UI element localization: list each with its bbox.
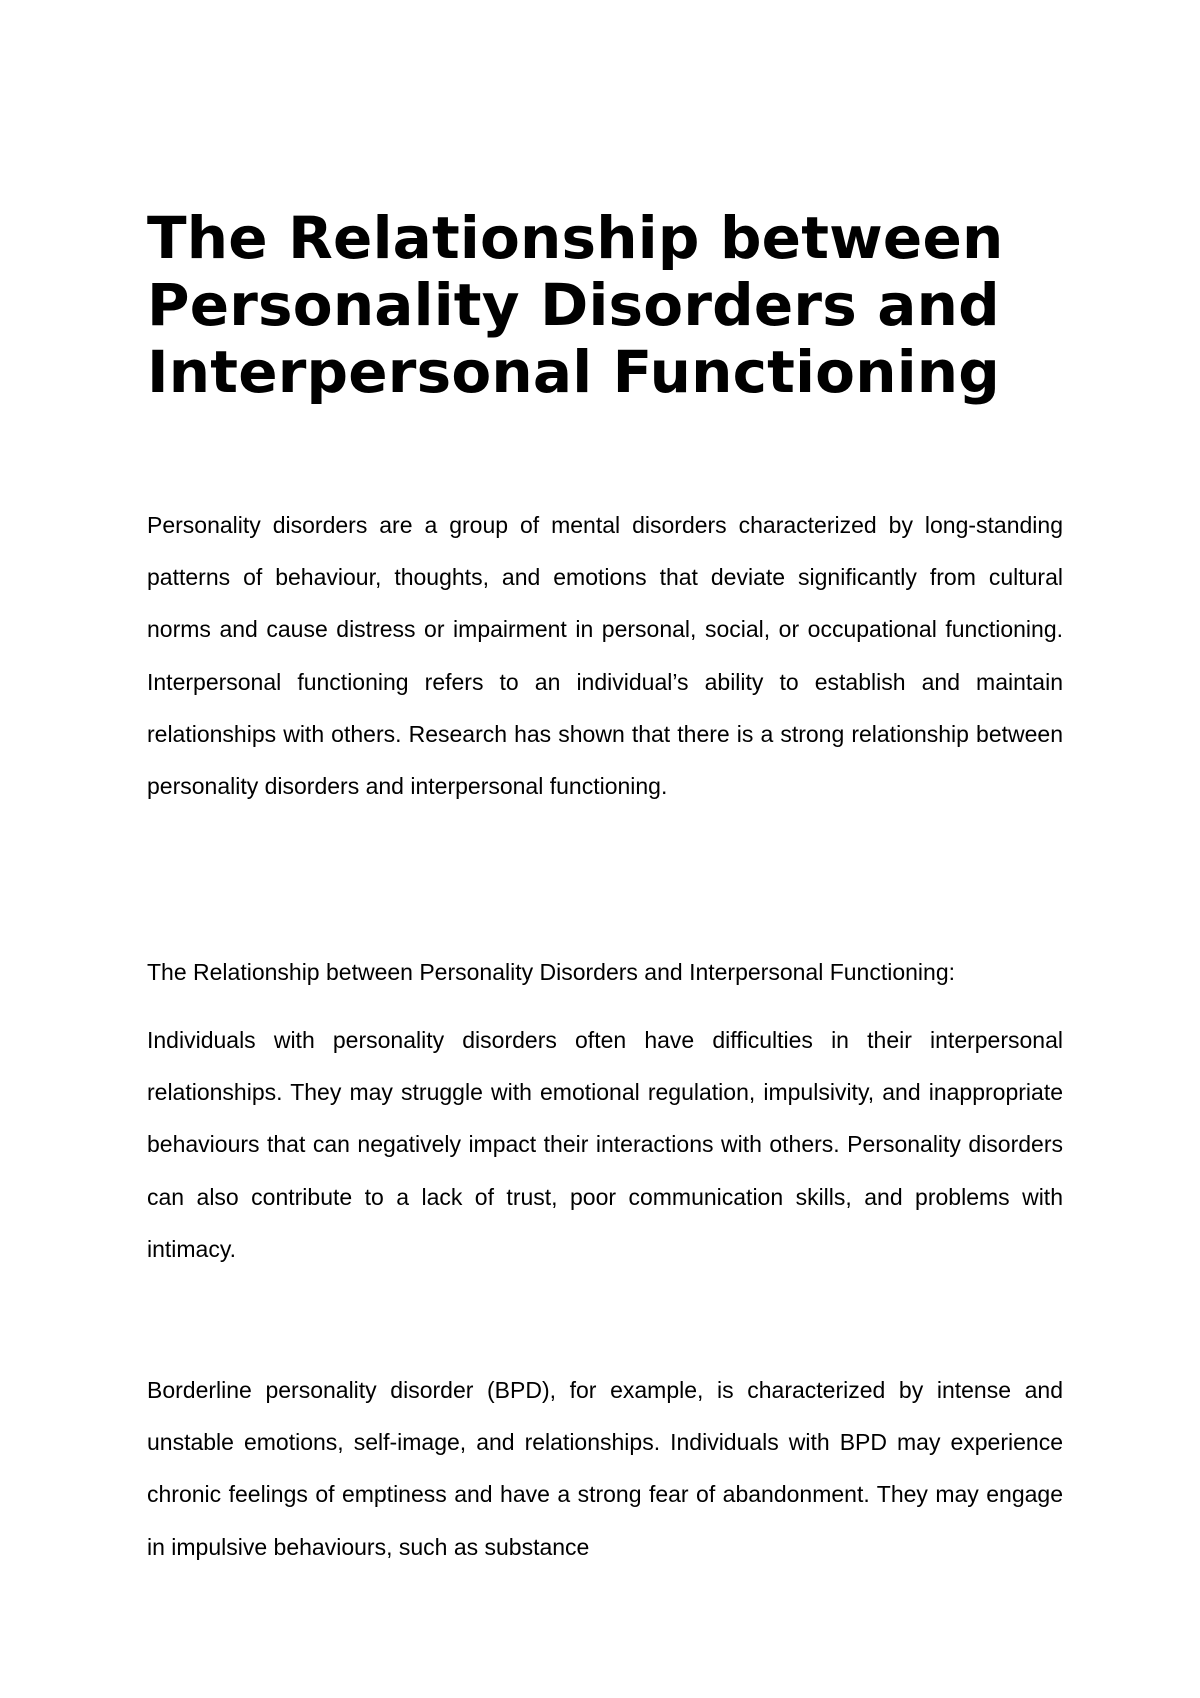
- document-title: The Relationship between Personality Disorders and Interpersonal Functioning: [147, 204, 1004, 406]
- difficulties-paragraph: Individuals with personality disorders often have difficulties in their interpersonal relationships. They may struggle with emotional regulation, impulsivity, and inappropriate behaviours that can negatively impact their interactions with others. Personality disorders can also contribute to a lack of trust, poor communication skills, and problems with intimacy.: [147, 1027, 1063, 1262]
- section-heading: The Relationship between Personality Disorders and Interpersonal Functioning:: [147, 959, 956, 985]
- bpd-paragraph: Borderline personality disorder (BPD), for example, is characterized by intense and unstable emotions, self-image, and relationships. Individuals with BPD may experience chronic feelings of emptiness and have a strong fear of abandonment. They may engage in impulsive behaviours, such as substance: [147, 1377, 1063, 1560]
- intro-paragraph: Personality disorders are a group of mental disorders characterized by long-standing patterns of behaviour, thoughts, and emotions that deviate significantly from cultural norms and cause distress or impairment in personal, social, or occupational functioning. Interpersonal functioning refers to an individual’s ability to establish and maintain relationships with others. Research has shown that there is a strong relationship between personality disorders and interpersonal functioning.: [147, 512, 1063, 800]
